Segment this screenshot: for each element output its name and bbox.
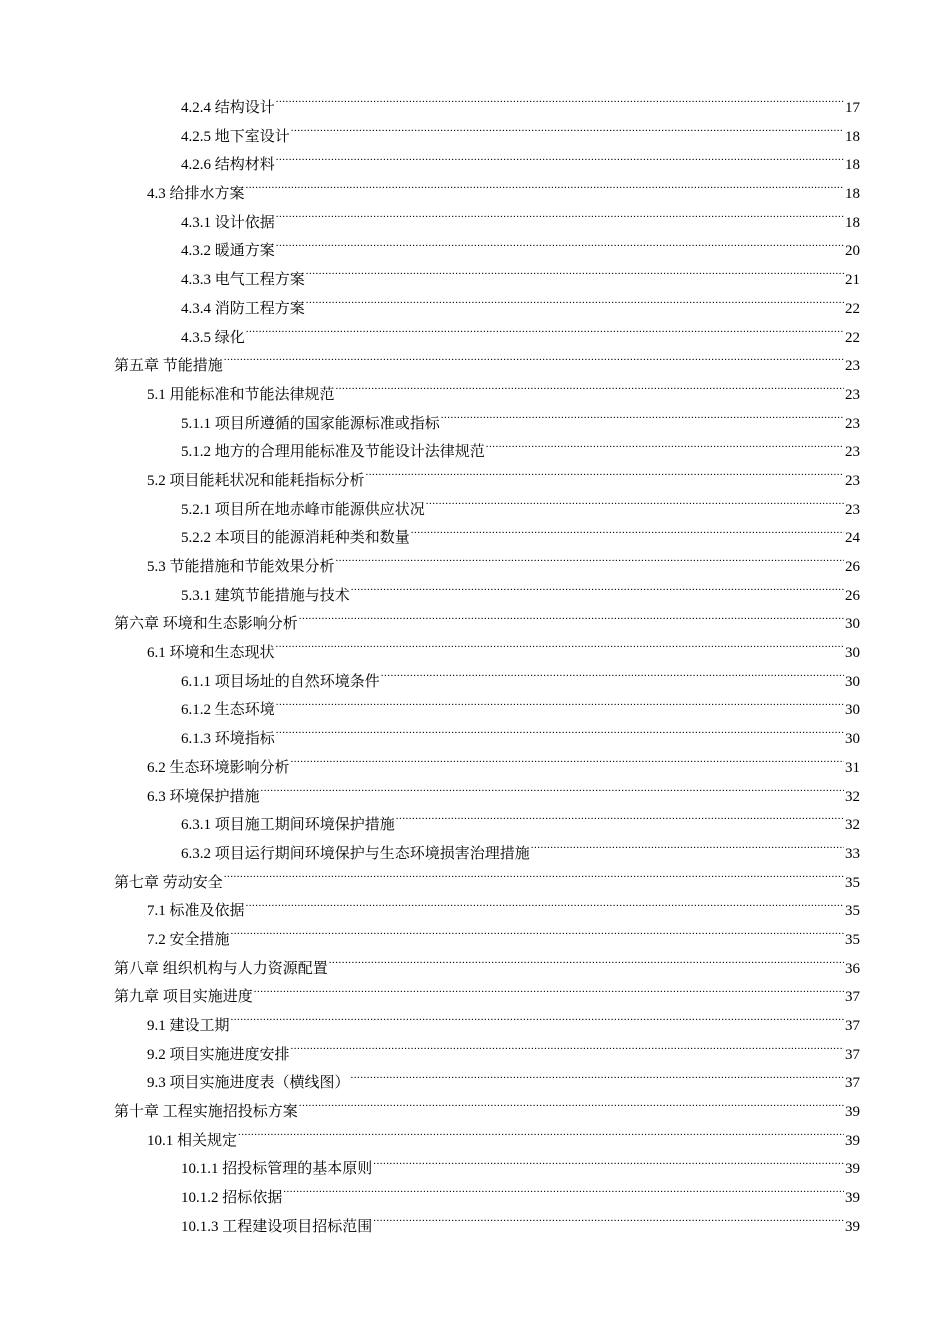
toc-entry-title: 6.1 环境和生态现状 xyxy=(147,645,275,662)
dot-leader xyxy=(246,900,844,915)
toc-entry[interactable] xyxy=(114,696,860,725)
toc-entry-title: 第六章 环境和生态影响分析 xyxy=(114,616,298,633)
dot-leader xyxy=(276,212,844,227)
toc-entry[interactable] xyxy=(114,438,860,467)
toc-entry[interactable] xyxy=(114,1098,860,1127)
dot-leader xyxy=(411,527,844,542)
dot-leader xyxy=(261,786,844,801)
table-of-contents xyxy=(114,94,860,1242)
toc-entry-page-number: 21 xyxy=(845,272,860,289)
toc-entry-page-number: 31 xyxy=(845,759,860,776)
toc-entry-title: 9.2 项目实施进度安排 xyxy=(147,1046,290,1063)
toc-entry-title: 4.3.3 电气工程方案 xyxy=(181,272,305,289)
dot-leader xyxy=(254,986,844,1001)
toc-entry-page-number: 30 xyxy=(845,616,860,633)
toc-entry-title: 第九章 项目实施进度 xyxy=(114,989,253,1006)
toc-entry-page-number: 39 xyxy=(845,1104,860,1121)
toc-entry-title: 5.2 项目能耗状况和能耗指标分析 xyxy=(147,472,365,489)
toc-entry[interactable] xyxy=(114,1041,860,1070)
toc-entry-page-number: 23 xyxy=(845,444,860,461)
dot-leader xyxy=(373,1216,844,1231)
dot-leader xyxy=(276,642,844,657)
dot-leader xyxy=(231,1015,844,1030)
toc-entry-title: 4.3.5 绿化 xyxy=(181,329,245,346)
toc-entry-page-number: 22 xyxy=(845,329,860,346)
toc-entry-title: 4.3.2 暖通方案 xyxy=(181,243,275,260)
toc-entry[interactable] xyxy=(114,639,860,668)
toc-entry-page-number: 37 xyxy=(845,1018,860,1034)
toc-entry-title: 9.1 建设工期 xyxy=(147,1018,230,1034)
toc-entry[interactable] xyxy=(114,496,860,525)
toc-entry-title: 第七章 劳动安全 xyxy=(114,874,223,891)
dot-leader xyxy=(299,1101,844,1116)
dot-leader xyxy=(336,556,844,571)
toc-entry-page-number: 30 xyxy=(845,702,860,719)
dot-leader xyxy=(366,470,844,485)
toc-entry-title: 4.2.4 结构设计 xyxy=(181,100,275,116)
toc-entry[interactable] xyxy=(114,266,860,295)
toc-entry-title: 5.1.2 地方的合理用能标准及节能设计法律规范 xyxy=(181,444,485,461)
toc-entry[interactable] xyxy=(114,1069,860,1098)
toc-entry[interactable] xyxy=(114,840,860,869)
toc-entry[interactable] xyxy=(114,926,860,955)
toc-entry[interactable] xyxy=(114,1213,860,1242)
dot-leader xyxy=(246,327,844,342)
toc-entry-title: 5.1 用能标准和节能法律规范 xyxy=(147,386,335,403)
toc-entry-page-number: 30 xyxy=(845,731,860,748)
toc-entry-page-number: 39 xyxy=(845,1218,860,1235)
dot-leader xyxy=(291,126,844,141)
toc-entry-title: 10.1 相关规定 xyxy=(147,1132,238,1149)
dot-leader xyxy=(373,1158,844,1173)
dot-leader xyxy=(306,269,844,284)
dot-leader xyxy=(351,585,844,600)
toc-entry[interactable] xyxy=(114,754,860,783)
toc-entry[interactable] xyxy=(114,237,860,266)
dot-leader xyxy=(224,355,844,370)
toc-entry-title: 6.3 环境保护措施 xyxy=(147,788,260,805)
toc-entry-page-number: 26 xyxy=(845,587,860,604)
toc-entry-page-number: 39 xyxy=(845,1190,860,1207)
dot-leader xyxy=(299,613,844,628)
toc-entry-title: 9.3 项目实施进度表（横线图） xyxy=(147,1075,350,1092)
toc-entry-title: 6.3.1 项目施工期间环境保护措施 xyxy=(181,817,395,834)
dot-leader xyxy=(276,97,844,112)
toc-entry[interactable] xyxy=(114,352,860,381)
toc-entry[interactable] xyxy=(114,151,860,180)
toc-entry-title: 第五章 节能措施 xyxy=(114,358,223,375)
toc-entry-page-number: 26 xyxy=(845,559,860,575)
dot-leader xyxy=(276,728,844,743)
toc-entry-title: 6.2 生态环境影响分析 xyxy=(147,759,290,776)
toc-entry[interactable] xyxy=(114,467,860,496)
toc-entry-page-number: 37 xyxy=(845,1075,860,1092)
toc-entry-page-number: 18 xyxy=(845,157,860,174)
toc-entry-title: 5.2.1 项目所在地赤峰市能源供应状况 xyxy=(181,501,425,518)
toc-entry-page-number: 18 xyxy=(845,186,860,203)
toc-entry[interactable] xyxy=(114,869,860,898)
toc-entry-title: 第十章 工程实施招投标方案 xyxy=(114,1104,298,1121)
toc-entry-page-number: 22 xyxy=(845,300,860,317)
toc-entry-title: 4.3.4 消防工程方案 xyxy=(181,300,305,317)
toc-entry-title: 4.3 给排水方案 xyxy=(147,186,245,203)
toc-entry-title: 10.1.1 招投标管理的基本原则 xyxy=(181,1161,373,1178)
toc-entry-page-number: 18 xyxy=(845,214,860,231)
toc-entry-page-number: 23 xyxy=(845,386,860,403)
toc-entry[interactable] xyxy=(114,955,860,984)
dot-leader xyxy=(426,499,844,514)
toc-entry-page-number: 32 xyxy=(845,817,860,834)
dot-leader xyxy=(531,843,844,858)
dot-leader xyxy=(238,1130,844,1145)
dot-leader xyxy=(231,929,844,944)
toc-entry[interactable] xyxy=(114,725,860,754)
dot-leader xyxy=(276,154,844,169)
toc-entry-page-number: 35 xyxy=(845,931,860,948)
toc-entry-page-number: 23 xyxy=(845,501,860,518)
dot-leader xyxy=(336,384,844,399)
toc-entry-title: 6.3.2 项目运行期间环境保护与生态环境损害治理措施 xyxy=(181,845,530,862)
dot-leader xyxy=(246,183,844,198)
toc-entry-page-number: 37 xyxy=(845,989,860,1006)
dot-leader xyxy=(291,757,844,772)
toc-entry-title: 10.1.3 工程建设项目招标范围 xyxy=(181,1218,373,1235)
toc-entry-title: 第八章 组织机构与人力资源配置 xyxy=(114,960,328,977)
toc-entry-page-number: 30 xyxy=(845,673,860,690)
toc-entry[interactable] xyxy=(114,1127,860,1156)
toc-entry[interactable] xyxy=(114,1155,860,1184)
dot-leader xyxy=(276,240,844,255)
dot-leader xyxy=(224,872,844,887)
toc-entry-title: 4.2.6 结构材料 xyxy=(181,157,275,174)
toc-entry[interactable] xyxy=(114,582,860,611)
toc-entry-title: 6.1.1 项目场址的自然环境条件 xyxy=(181,673,380,690)
toc-entry-title: 6.1.2 生态环境 xyxy=(181,702,275,719)
dot-leader xyxy=(306,298,844,313)
toc-entry-title: 5.3 节能措施和节能效果分析 xyxy=(147,559,335,575)
toc-entry[interactable] xyxy=(114,783,860,812)
toc-entry[interactable] xyxy=(114,295,860,324)
toc-entry[interactable] xyxy=(114,668,860,697)
toc-entry[interactable] xyxy=(114,897,860,926)
toc-entry-page-number: 39 xyxy=(845,1132,860,1149)
toc-entry[interactable] xyxy=(114,410,860,439)
toc-entry[interactable] xyxy=(114,209,860,238)
toc-entry-title: 7.2 安全措施 xyxy=(147,931,230,948)
dot-leader xyxy=(283,1187,844,1202)
toc-entry[interactable] xyxy=(114,94,860,123)
toc-entry-title: 4.2.5 地下室设计 xyxy=(181,128,290,145)
toc-entry-title: 5.3.1 建筑节能措施与技术 xyxy=(181,587,350,604)
toc-entry[interactable] xyxy=(114,983,860,1012)
toc-entry-title: 5.1.1 项目所遵循的国家能源标准或指标 xyxy=(181,415,440,432)
toc-entry-page-number: 32 xyxy=(845,788,860,805)
toc-entry[interactable] xyxy=(114,553,860,582)
dot-leader xyxy=(486,441,844,456)
dot-leader xyxy=(276,699,844,714)
toc-entry-page-number: 35 xyxy=(845,874,860,891)
toc-entry[interactable] xyxy=(114,381,860,410)
toc-entry[interactable] xyxy=(114,1012,860,1041)
toc-entry-page-number: 20 xyxy=(845,243,860,260)
toc-entry[interactable] xyxy=(114,1184,860,1213)
toc-entry-page-number: 35 xyxy=(845,903,860,920)
toc-entry-page-number: 18 xyxy=(845,128,860,145)
toc-entry-page-number: 33 xyxy=(845,845,860,862)
toc-entry-page-number: 23 xyxy=(845,472,860,489)
toc-entry[interactable] xyxy=(114,123,860,152)
toc-entry-page-number: 24 xyxy=(845,530,860,547)
toc-entry-page-number: 17 xyxy=(845,100,860,116)
dot-leader xyxy=(329,958,844,973)
toc-entry[interactable] xyxy=(114,524,860,553)
dot-leader xyxy=(441,413,844,428)
toc-entry[interactable] xyxy=(114,324,860,353)
toc-entry-title: 7.1 标准及依据 xyxy=(147,903,245,920)
toc-entry-title: 6.1.3 环境指标 xyxy=(181,731,275,748)
dot-leader xyxy=(291,1044,844,1059)
toc-entry-title: 5.2.2 本项目的能源消耗种类和数量 xyxy=(181,530,410,547)
toc-entry-page-number: 23 xyxy=(845,358,860,375)
dot-leader xyxy=(351,1072,844,1087)
toc-entry[interactable] xyxy=(114,180,860,209)
toc-entry[interactable] xyxy=(114,811,860,840)
toc-entry-page-number: 37 xyxy=(845,1046,860,1063)
dot-leader xyxy=(381,671,844,686)
toc-entry[interactable] xyxy=(114,610,860,639)
toc-entry-page-number: 30 xyxy=(845,645,860,662)
toc-entry-page-number: 36 xyxy=(845,960,860,977)
toc-entry-title: 4.3.1 设计依据 xyxy=(181,214,275,231)
toc-entry-page-number: 23 xyxy=(845,415,860,432)
toc-entry-page-number: 39 xyxy=(845,1161,860,1178)
dot-leader xyxy=(396,814,844,829)
toc-entry-title: 10.1.2 招标依据 xyxy=(181,1190,283,1207)
